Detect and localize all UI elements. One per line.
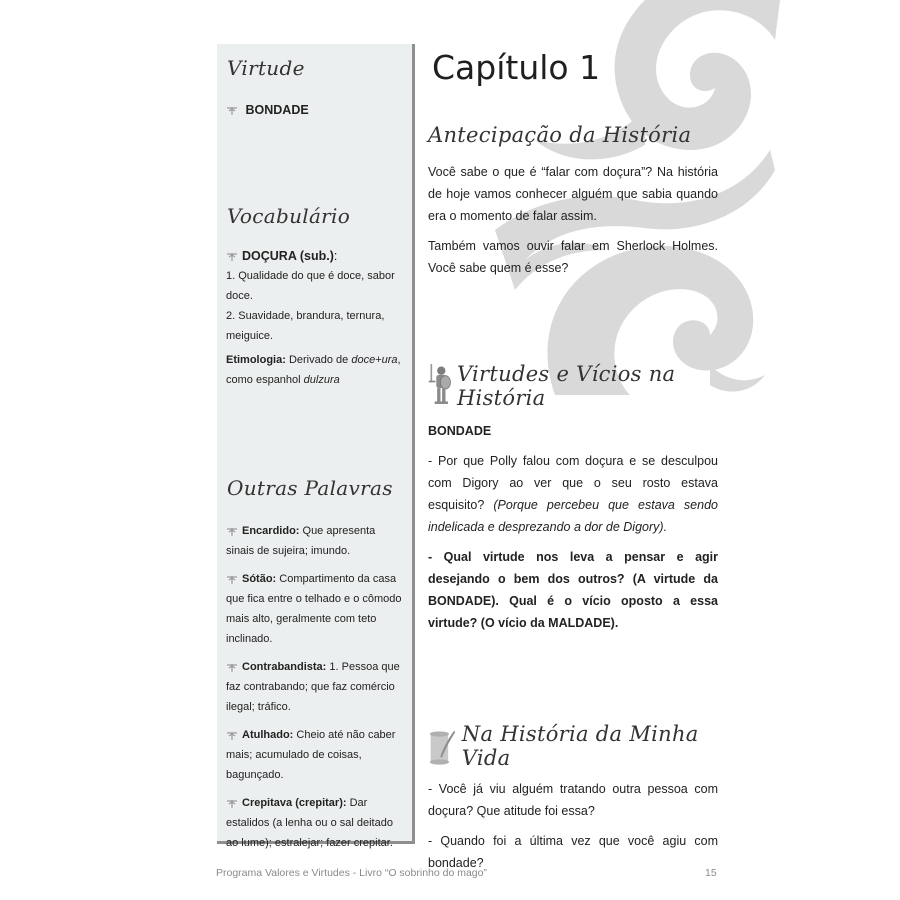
virtues-vices-heading: Virtudes e Vícios na História — [456, 362, 676, 410]
sidebar-panel — [217, 44, 415, 849]
other-words-heading: Outras Palavras — [227, 476, 393, 500]
fleur-bullet-icon — [226, 799, 238, 808]
footer-text: Programa Valores e Virtudes - Livro “O sobrinho do mago” — [216, 867, 487, 879]
word-definition: 1. Pessoa que faz contrabando; que faz comércio ilegal; tráfico. — [226, 661, 400, 713]
fleur-bullet-icon — [226, 252, 238, 261]
word-item — [226, 793, 406, 853]
virtue-value: BONDADE — [245, 103, 309, 117]
word-term: Crepitava (crepitar): — [242, 797, 347, 809]
anticipation-paragraph-2: Também vamos ouvir falar em Sherlock Holmes. Você sabe quem é esse? — [428, 239, 718, 275]
word-term: Encardido: — [242, 525, 300, 537]
chapter-title: Capítulo 1 — [432, 48, 601, 87]
other-words-list — [226, 521, 406, 853]
etymology-word: doce+ura — [351, 354, 398, 366]
vocabulary-entry — [226, 246, 406, 390]
my-life-heading: Na História da Minha Vida — [461, 722, 699, 770]
term-suffix: : — [333, 249, 338, 263]
question-1-text: - Por que Polly falou com doçura e se desculpou com Digory ao ver que o seu rosto estava esquisito? — [428, 454, 718, 512]
knight-icon — [428, 358, 453, 410]
etymology-spanish: dulzura — [303, 374, 340, 386]
page-number: 15 — [705, 867, 717, 879]
etymology-label: Etimologia: — [226, 354, 286, 366]
word-definition: Dar estalidos (a lenha ou o sal deitado ao lume); estralejar; fazer crepitar. — [226, 797, 393, 849]
question-1 — [428, 450, 718, 538]
vocabulary-heading: Vocabulário — [227, 204, 351, 228]
etymology-text-2: , como espanhol — [226, 354, 401, 386]
word-term: Contrabandista: — [242, 661, 327, 673]
fleur-bullet-icon — [226, 527, 238, 536]
virtues-vices-section — [428, 358, 718, 634]
word-definition: Compartimento da casa que fica entre o telhado e o cômodo mais alto, geralmente com teto inclinado. — [226, 573, 402, 645]
anticipation-section — [428, 123, 718, 279]
virtue-heading: Virtude — [227, 56, 305, 80]
word-definition: Que apresenta sinais de sujeira; imundo. — [226, 525, 376, 557]
question-1-answer: (Porque percebeu que estava sendo indelicada e desprezando a dor de Digory). — [428, 498, 718, 534]
question-2: - Qual virtude nos leva a pensar e agir desejando o bem dos outros? (A virtude da BONDADE). Qual é o vício oposto a essa virtude? (O vício da MALDADE). — [428, 550, 718, 630]
scroll-quill-icon — [428, 726, 458, 770]
fleur-bullet-icon — [226, 106, 238, 115]
definition-2: 2. Suavidade, brandura, ternura, meiguice. — [226, 310, 385, 342]
word-definition: Cheio até não caber mais; acumulado de coisas, bagunçado. — [226, 729, 396, 781]
definition-1: 1. Qualidade do que é doce, sabor doce. — [226, 270, 395, 302]
word-term: Sótão: — [242, 573, 277, 585]
vocabulary-term: DOÇURA (sub.) — [242, 249, 334, 263]
fleur-bullet-icon — [226, 663, 238, 672]
word-item — [226, 569, 406, 649]
fleur-bullet-icon — [226, 575, 238, 584]
fleur-bullet-icon — [226, 731, 238, 740]
anticipation-heading: Antecipação da História — [428, 123, 692, 147]
etymology-text: Derivado de — [285, 354, 352, 366]
my-life-question-1: - Você já viu alguém tratando outra pessoa com doçura? Que atitude foi essa? — [428, 782, 718, 818]
word-item — [226, 521, 406, 561]
virtue-label: BONDADE — [428, 424, 492, 438]
word-item — [226, 657, 406, 717]
my-life-question-2: - Quando foi a última vez que você agiu com bondade? — [428, 834, 718, 870]
virtue-item — [226, 100, 406, 120]
anticipation-paragraph-1: Você sabe o que é “falar com doçura”? Na história de hoje vamos conhecer alguém que sabia quando era o momento de falar assim. — [428, 165, 718, 223]
word-item — [226, 725, 406, 785]
etymology — [226, 350, 406, 390]
my-life-section — [428, 722, 718, 874]
word-term: Atulhado: — [242, 729, 294, 741]
